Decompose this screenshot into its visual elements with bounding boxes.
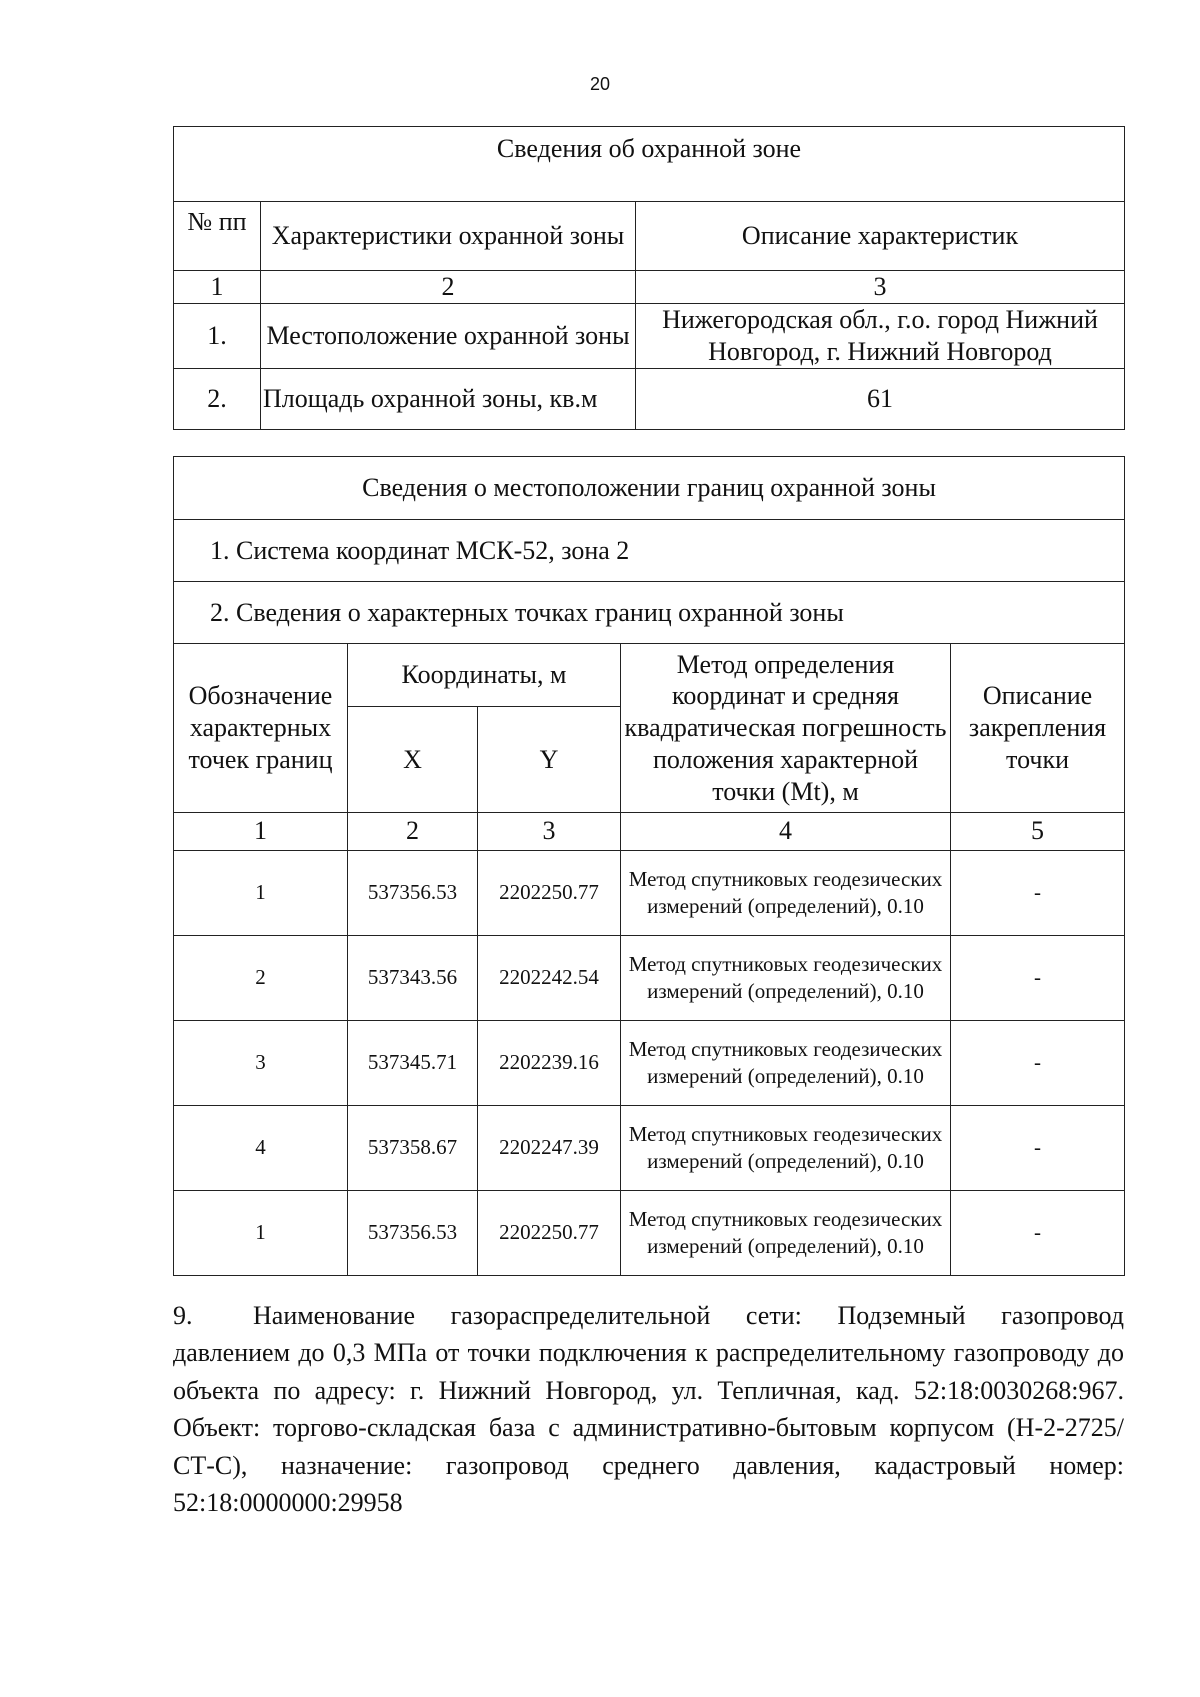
table-row bbox=[174, 369, 1125, 430]
characteristic-area: Площадь охранной зоны, кв.м bbox=[261, 369, 636, 430]
header-x: X bbox=[348, 707, 478, 813]
column-number: 2 bbox=[348, 813, 478, 851]
point-id: 1 bbox=[174, 851, 348, 936]
table-row bbox=[174, 936, 1125, 1021]
header-fixing: Описание закрепления точки bbox=[951, 644, 1125, 813]
location-description: Нижегородская обл., г.о. город Нижний Новгород, г. Нижний Новгород bbox=[636, 304, 1125, 369]
header-characteristics: Характеристики охранной зоны bbox=[261, 202, 636, 271]
point-fixing: - bbox=[951, 1021, 1125, 1106]
header-coordinates: Координаты, м bbox=[348, 644, 621, 707]
point-x: 537343.56 bbox=[348, 936, 478, 1021]
area-value: 61 bbox=[636, 369, 1125, 430]
point-method: Метод спутниковых геодезических измерений (определений), 0.10 bbox=[621, 936, 951, 1021]
point-method: Метод спутниковых геодезических измерений (определений), 0.10 bbox=[621, 1106, 951, 1191]
point-id: 2 bbox=[174, 936, 348, 1021]
point-x: 537358.67 bbox=[348, 1106, 478, 1191]
characteristic-location: Местоположение охранной зоны bbox=[261, 304, 636, 369]
point-x: 537356.53 bbox=[348, 851, 478, 936]
page-number: 20 bbox=[589, 74, 611, 94]
header-y: Y bbox=[478, 707, 621, 813]
point-method: Метод спутниковых геодезических измерений (определений), 0.10 bbox=[621, 1021, 951, 1106]
boundary-title: Сведения о местоположении границ охранной зоны bbox=[174, 457, 1125, 520]
point-fixing: - bbox=[951, 1191, 1125, 1276]
table-row bbox=[174, 1191, 1125, 1276]
zone-info-table bbox=[173, 126, 1125, 430]
point-id: 3 bbox=[174, 1021, 348, 1106]
points-title: 2. Сведения о характерных точках границ охранной зоны bbox=[174, 582, 1125, 644]
point-y: 2202242.54 bbox=[478, 936, 621, 1021]
row-number: 1. bbox=[174, 304, 261, 369]
point-id: 1 bbox=[174, 1191, 348, 1276]
boundary-table bbox=[173, 456, 1125, 1276]
point-fixing: - bbox=[951, 851, 1125, 936]
paragraph-number: 9. bbox=[173, 1301, 193, 1330]
table-row bbox=[174, 1021, 1125, 1106]
zone-info-title: Сведения об охранной зоне bbox=[174, 127, 1125, 202]
column-number: 3 bbox=[636, 271, 1125, 304]
row-number: 2. bbox=[174, 369, 261, 430]
column-number: 1 bbox=[174, 271, 261, 304]
point-y: 2202239.16 bbox=[478, 1021, 621, 1106]
coordinate-system: 1. Система координат МСК-52, зона 2 bbox=[174, 520, 1125, 582]
header-method: Метод определения координат и средняя квадратическая погрешность положения характерной точки (Mt), м bbox=[621, 644, 951, 813]
point-y: 2202250.77 bbox=[478, 851, 621, 936]
point-method: Метод спутниковых геодезических измерений (определений), 0.10 bbox=[621, 1191, 951, 1276]
point-fixing: - bbox=[951, 936, 1125, 1021]
header-number: № пп bbox=[174, 202, 261, 271]
point-x: 537345.71 bbox=[348, 1021, 478, 1106]
point-x: 537356.53 bbox=[348, 1191, 478, 1276]
header-designation: Обозначение характерных точек границ bbox=[174, 644, 348, 813]
gas-network-paragraph bbox=[173, 1297, 1124, 1521]
table-row bbox=[174, 1106, 1125, 1191]
point-method: Метод спутниковых геодезических измерений (определений), 0.10 bbox=[621, 851, 951, 936]
column-number: 4 bbox=[621, 813, 951, 851]
point-fixing: - bbox=[951, 1106, 1125, 1191]
table-row bbox=[174, 851, 1125, 936]
point-y: 2202250.77 bbox=[478, 1191, 621, 1276]
column-number: 2 bbox=[261, 271, 636, 304]
paragraph-text: Наименование газораспределительной сети: Подземный газопровод давлением до 0,3 МПа от точки подключения к распределительному газопроводу до объекта по адресу: г. Нижний Новгород, ул. Тепличная, кад. 52:18:0030268:967. Объект: торгово-складская база с административно-бытовым корпусом (Н-2-2725/СТ-С), назначение: газопровод среднего давления, кадастровый номер: 52:18:0000000:29958 bbox=[173, 1301, 1124, 1518]
column-number: 3 bbox=[478, 813, 621, 851]
table-row bbox=[174, 304, 1125, 369]
column-number: 5 bbox=[951, 813, 1125, 851]
point-y: 2202247.39 bbox=[478, 1106, 621, 1191]
column-number: 1 bbox=[174, 813, 348, 851]
header-description: Описание характеристик bbox=[636, 202, 1125, 271]
point-id: 4 bbox=[174, 1106, 348, 1191]
